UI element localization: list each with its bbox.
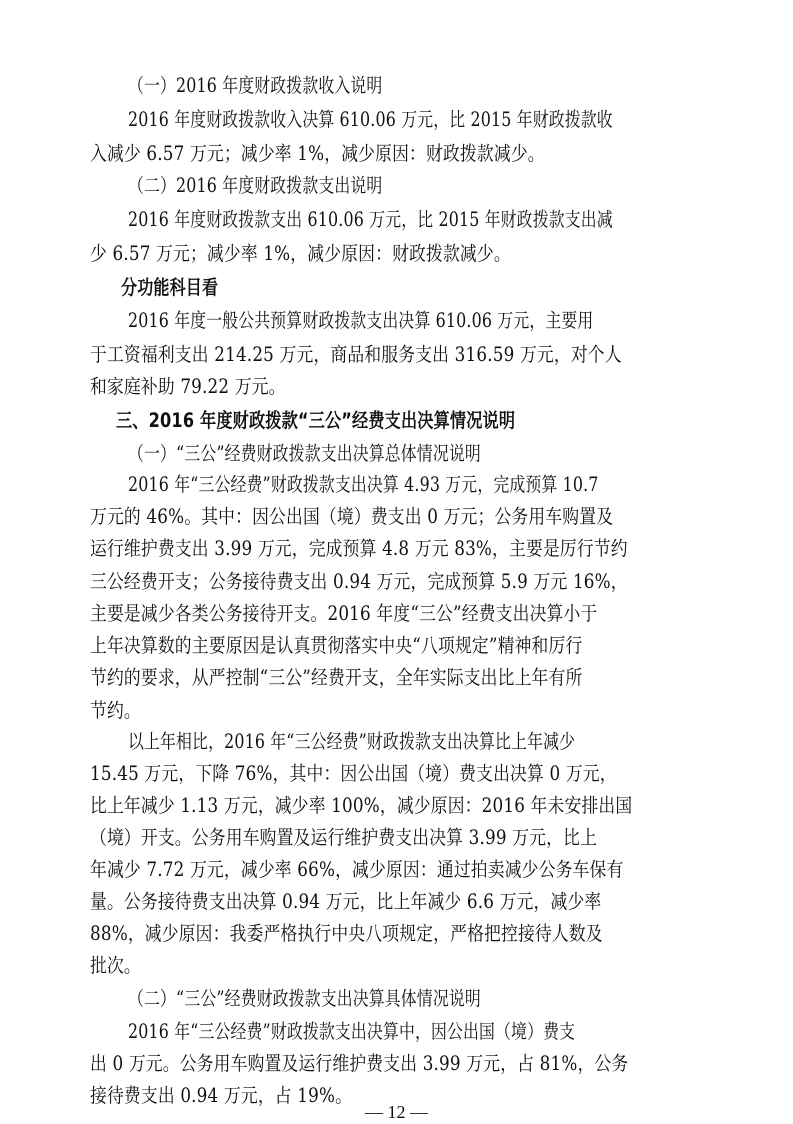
paragraph-line: 接待费支出 0.94 万元，占 19%。 xyxy=(90,1084,353,1107)
paragraph-line: 节约的要求，从严控制“三公”经费开支，全年实际支出比上年有所 xyxy=(90,666,583,689)
section-three-heading: 三、2016 年度财政拨款“三公”经费支出决算情况说明 xyxy=(116,409,516,432)
paragraph-line: 万元的 46%。其中：因公出国（境）费支出 0 万元；公务用车购置及 xyxy=(90,505,614,528)
paragraph-line: 量。公务接待费支出决算 0.94 万元，比上年减少 6.6 万元，减少率 xyxy=(90,890,602,913)
paragraph-line: 入减少 6.57 万元；减少率 1%，减少原因：财政拨款减少。 xyxy=(90,142,545,165)
paragraph-line: 出 0 万元。公务用车购置及运行维护费支出 3.99 万元，占 81%，公务 xyxy=(90,1052,629,1075)
paragraph-line: 2016 年度财政拨款支出 610.06 万元，比 2015 年财政拨款支出减 xyxy=(128,208,613,231)
page-number: — 12 — xyxy=(365,1102,428,1122)
heading-functional-items: 分功能科目看 xyxy=(121,276,219,299)
paragraph-line: 少 6.57 万元；减少率 1%，减少原因：财政拨款减少。 xyxy=(90,242,511,265)
subheading-detail: （二）“三公”经费财政拨款支出决算具体情况说明 xyxy=(128,987,481,1010)
paragraph-line: 节约。 xyxy=(90,699,141,722)
paragraph-line: 15.45 万元，下降 76%，其中：因公出国（境）费支出决算 0 万元， xyxy=(90,762,617,785)
paragraph-line: 2016 年“三公经费”财政拨款支出决算中，因公出国（境）费支 xyxy=(128,1020,576,1043)
paragraph-line: 以上年相比，2016 年“三公经费”财政拨款支出决算比上年减少 xyxy=(128,730,576,753)
paragraph-line: 比上年减少 1.13 万元，减少率 100%，减少原因：2016 年未安排出国 xyxy=(90,794,633,817)
paragraph-line: 上年决算数的主要原因是认真贯彻落实中央“八项规定”精神和厉行 xyxy=(90,634,583,657)
paragraph-line: 于工资福利支出 214.25 万元，商品和服务支出 316.59 万元，对个人 xyxy=(90,343,622,366)
paragraph-line: 2016 年“三公经费”财政拨款支出决算 4.93 万元，完成预算 10.7 xyxy=(128,473,599,496)
paragraph-line: （境）开支。公务用车购置及运行维护费支出决算 3.99 万元，比上 xyxy=(90,826,598,849)
paragraph-line: 主要是减少各类公务接待开支。2016 年度“三公”经费支出决算小于 xyxy=(90,602,598,625)
subheading-overall: （一）“三公”经费财政拨款支出决算总体情况说明 xyxy=(128,442,481,465)
paragraph-line: 2016 年度财政拨款收入决算 610.06 万元，比 2015 年财政拨款收 xyxy=(128,108,613,131)
paragraph-line: 和家庭补助 79.22 万元。 xyxy=(90,375,286,398)
paragraph-line: 2016 年度一般公共预算财政拨款支出决算 610.06 万元，主要用 xyxy=(128,309,594,332)
paragraph-line: 三公经费开支；公务接待费支出 0.94 万元，完成预算 5.9 万元 16%， xyxy=(90,570,628,593)
heading-expenditure: （二）2016 年度财政拨款支出说明 xyxy=(128,174,383,197)
paragraph-line: 88%，减少原因：我委严格执行中央八项规定，严格把控接待人数及 xyxy=(90,922,603,945)
heading-revenue: （一）2016 年度财政拨款收入说明 xyxy=(128,74,383,97)
paragraph-line: 批次。 xyxy=(90,954,141,977)
paragraph-line: 年减少 7.72 万元，减少率 66%，减少原因：通过拍卖减少公务车保有 xyxy=(90,858,624,881)
paragraph-line: 运行维护费支出 3.99 万元，完成预算 4.8 万元 83%，主要是厉行节约 xyxy=(90,537,628,560)
